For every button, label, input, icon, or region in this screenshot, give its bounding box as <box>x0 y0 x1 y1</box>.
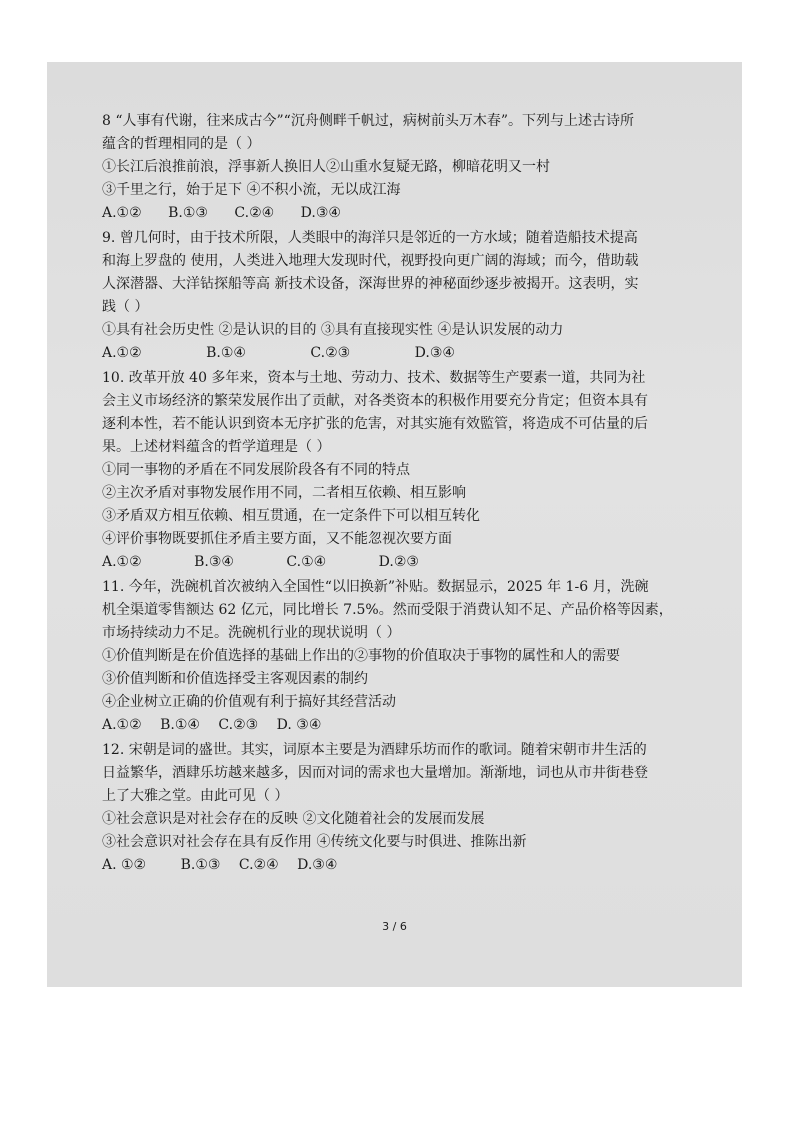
question-stem: 逐利本性，若不能认识到资本无序扩张的危害，对其实施有效監管，将造成不可估量的后 <box>102 416 648 432</box>
statement: ①价值判断是在价值选择的基础上作出的②事物的价值取决于事物的属性和人的需要 <box>102 648 620 664</box>
question-11 <box>102 576 692 737</box>
option-d: D.③④ <box>300 205 341 221</box>
option-b: B.③④ <box>194 554 234 570</box>
option-d: D.③④ <box>297 857 338 873</box>
option-b: B.①③ <box>180 857 221 873</box>
option-a: A.①② <box>102 205 142 221</box>
option-a: A.①② <box>102 554 142 570</box>
option-a: A.①② <box>102 345 142 361</box>
question-stem: 践（ ） <box>102 299 149 315</box>
option-b: B.①④ <box>160 717 200 733</box>
question-8 <box>102 110 692 225</box>
question-stem: 蕴含的哲理相同的是（ ） <box>102 136 261 152</box>
statement: ③社会意识对社会存在具有反作用 ④传统文化要与时俱进、推陈出新 <box>102 834 527 850</box>
question-12 <box>102 739 692 877</box>
question-stem: 12. 宋朝是词的盛世。其实，词原本主要是为酒肆乐坊而作的歌词。随着宋朝市井生活的 <box>102 742 647 758</box>
statement: ③千里之行，始于足下 ④不积小流，无以成江海 <box>102 182 401 198</box>
option-c: C.②④ <box>234 205 275 221</box>
question-9 <box>102 227 692 365</box>
question-stem: 机全渠道零售额达 62 亿元，同比增长 7.5%。然而受限于消费认知不足、产品价格等因素， <box>102 602 673 618</box>
question-stem: 市场持续动力不足。洗碗机行业的现状说明（ ） <box>102 625 401 641</box>
question-stem: 8 “人事有代谢，往来成古今”“沉舟侧畔千帆过，病树前头万木春”。下列与上述古诗所 <box>102 113 634 129</box>
statement: ④企业树立正确的价值观有利于搞好其经营活动 <box>102 694 396 710</box>
option-d: D. ③④ <box>276 717 322 733</box>
question-stem: 人深潜器、大洋钻探船等高 新技术设备，深海世界的神秘面纱逐步被揭开。这表明，实 <box>102 276 639 292</box>
option-c: C.②③ <box>310 345 351 361</box>
question-stem: 果。上述材料蕴含的哲学道理是（ ） <box>102 439 331 455</box>
answer-options <box>102 342 692 365</box>
option-b: B.①④ <box>206 345 246 361</box>
answer-options <box>102 714 692 737</box>
option-c: C.②③ <box>218 717 259 733</box>
option-c: C.②④ <box>238 857 279 873</box>
page-content <box>102 110 692 879</box>
answer-options <box>102 202 692 225</box>
statement: ③矛盾双方相互依赖、相互贯通，在一定条件下可以相互转化 <box>102 508 480 524</box>
question-stem: 11. 今年，洗碗机首次被纳入全国性“以旧换新”补贴。数据显示，2025 年 1-6 月，洗碗 <box>102 579 649 595</box>
question-10 <box>102 367 692 574</box>
question-stem: 日益繁华，酒肆乐坊越来越多，因而对词的需求也大量增加。渐渐地，词也从市井街巷登 <box>102 765 648 781</box>
question-stem: 9. 曾几何时，由于技术所限，人类眼中的海洋只是邻近的一方水域；随着造船技术提高 <box>102 230 638 246</box>
statement: ①长江后浪推前浪，浮事新人换旧人②山重水复疑无路，柳暗花明又一村 <box>102 159 550 175</box>
statement: ②主次矛盾对事物发展作用不同，二者相互依赖、相互影响 <box>102 485 466 501</box>
answer-options <box>102 551 692 574</box>
question-stem: 10. 改革开放 40 多年来，资本与土地、劳动力、技术、数据等生产要素一道，共同为社 <box>102 370 646 386</box>
question-stem: 和海上罗盘的 使用，人类进入地理大发现时代，视野投向更广阔的海域；而今，借助载 <box>102 253 639 269</box>
page-number: 3 / 6 <box>382 920 407 933</box>
question-stem: 会主义市场经济的繁荣发展作出了贡献，对各类资本的积极作用要充分肯定；但资本具有 <box>102 393 648 409</box>
question-stem: 上了大雅之堂。由此可见（ ） <box>102 788 289 804</box>
statement: ④评价事物既要抓住矛盾主要方面，又不能忽视次要方面 <box>102 531 452 547</box>
option-a: A.①② <box>102 717 142 733</box>
scanned-page <box>47 62 742 987</box>
option-d: D.②③ <box>378 554 419 570</box>
option-d: D.③④ <box>414 345 455 361</box>
statement: ①社会意识是对社会存在的反映 ②文化随着社会的发展而发展 <box>102 811 485 827</box>
statement: ①具有社会历史性 ②是认识的目的 ③具有直接现实性 ④是认识发展的动力 <box>102 322 564 338</box>
statement: ③价值判断和价值选择受主客观因素的制约 <box>102 671 368 687</box>
option-b: B.①③ <box>168 205 208 221</box>
option-a: A. ①② <box>102 857 147 873</box>
answer-options <box>102 854 692 877</box>
statement: ①同一事物的矛盾在不同发展阶段各有不同的特点 <box>102 462 410 478</box>
option-c: C.①④ <box>286 554 327 570</box>
